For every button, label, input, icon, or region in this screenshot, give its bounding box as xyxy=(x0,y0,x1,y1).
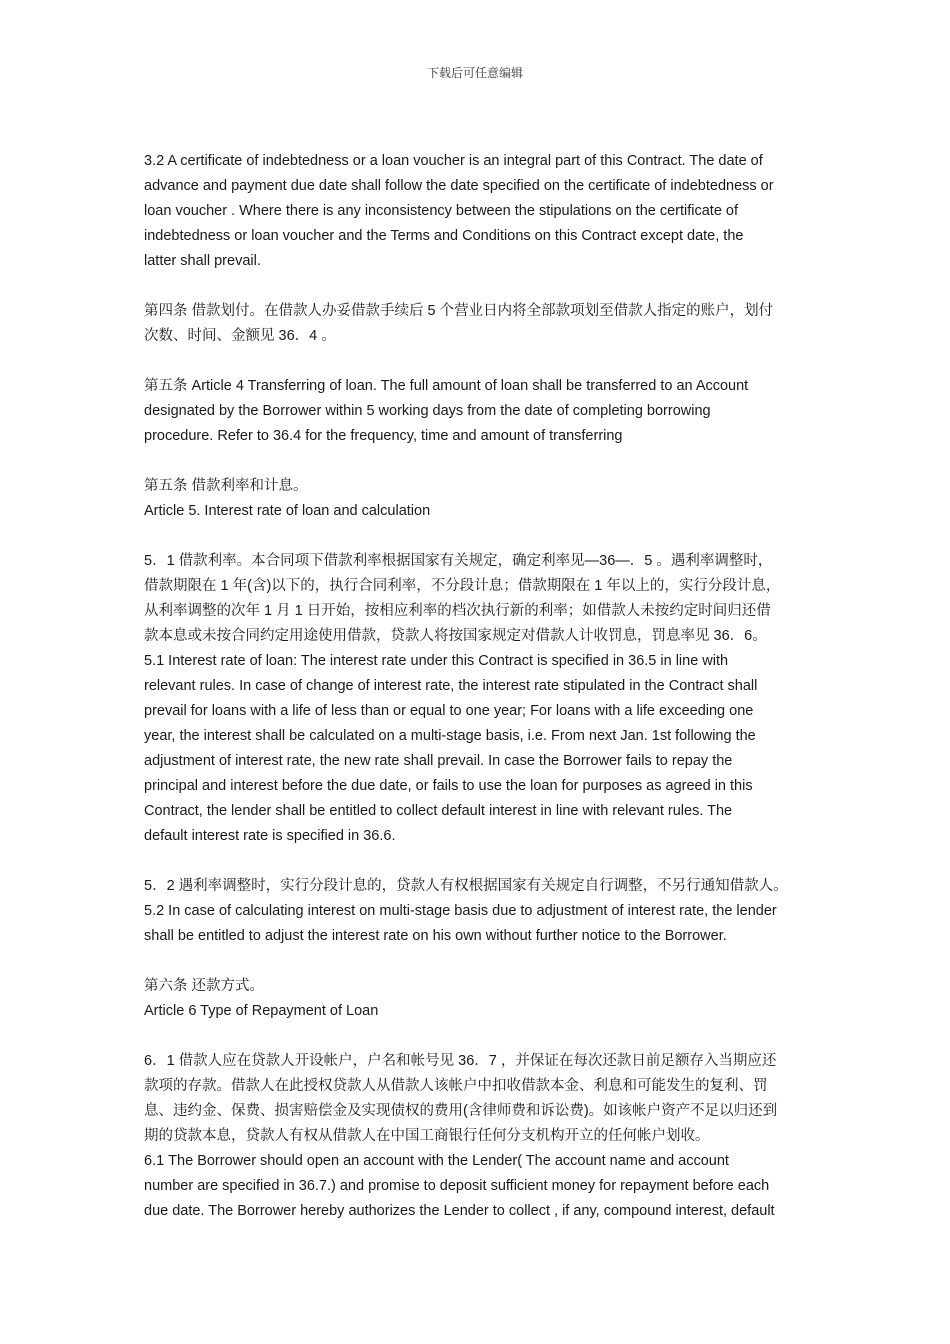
paragraph-6-1: 6．1 借款人应在贷款人开设帐户，户名和帐号见 36．7 ，并保证在每次还款日前足额存入当期应还 款项的存款。借款人在此授权贷款人从借款人该帐户中扣收借款本金、利息和可能发生的复利、罚 息、违约金、保费、损害赔偿金及实现债权的费用(含律师费和诉讼费)。如该帐户资产不足以归还到 期的贷款本息，贷款人有权从借款人在中国工商银行任何分支机构开立的任何帐户划收。 6.1 The Borrower should open an account with the Lender( The account name and account number are specified in 36.7.) and promise to deposit sufficient money for repayment before each due date. The Borrower hereby authorizes the Lender to collect , if any, compound interest, default xyxy=(144,1053,778,1219)
page-header: 下载后可任意编辑 xyxy=(426,66,523,80)
paragraph-5-2: 5．2 遇利率调整时，实行分段计息的，贷款人有权根据国家有关规定自行调整，不另行通知借款人。 5.2 In case of calculating interest on multi-stage basis due to adjustment of interest rate, the lender shall be entitled to adjust the interest rate on his own without further notice to the Borrower. xyxy=(144,878,788,944)
paragraph-3-2: 3.2 A certificate of indebtedness or a loan voucher is an integral part of this Contract. The date of advance and payment due date shall follow the date specified on the certificate of indebtedness or loan voucher . Where there is any inconsistency between the stipulations on the certificate of indebtedness or loan voucher and the Terms and Conditions on this Contract except date, the latter shall prevail. xyxy=(144,153,774,269)
paragraph-article-4-en: 第五条 Article 4 Transferring of loan. The full amount of loan shall be transferred to an Account designated by the Borrower within 5 working days from the date of completing borrowing procedure. Refer to 36.4 for the frequency, time and amount of transferring xyxy=(144,378,749,444)
heading-article-5: 第五条 借款利率和计息。 Article 5. Interest rate of loan and calculation xyxy=(144,478,431,519)
heading-article-6: 第六条 还款方式。 Article 6 Type of Repayment of Loan xyxy=(144,978,379,1019)
document-body xyxy=(144,149,810,1224)
paragraph-article-4-cn: 第四条 借款划付。在借款人办妥借款手续后 5 个营业日内将全部款项划至借款人指定的账户，划付 次数、时间、金额见 36．4 。 xyxy=(144,303,774,344)
paragraph-5-1: 5．1 借款利率。本合同项下借款利率根据国家有关规定，确定利率见—36—．5 。遇利率调整时， 借款期限在 1 年(含)以下的，执行合同利率，不分段计息；借款期限在 1 年以上的，实行分段计息， 从利率调整的次年 1 月 1 日开始，按相应利率的档次执行新的利率；如借款人未按约定时间归还借 款本息或未按合同约定用途使用借款，贷款人将按国家规定对借款人计收罚息，罚息率见 36．6。 5.1 Interest rate of loan: The interest rate under this Contract is specified in 36.5 in line with relevant rules. In case of change of interest rate, the interest rate stipulated in the Contract shall prevail for loans with a life of less than or equal to one year; For loans with a life exceeding one year, the interest shall be calculated on a multi-stage basis, i.e. From next Jan. 1st following the adjustment of interest rate, the new rate shall prevail. In case the Borrower fails to repay the principal and interest before the due date, or fails to use the loan for purposes as agreed in this Contract, the lender shall be entitled to collect default interest in line with relevant rules. The default interest rate is specified in 36.6. xyxy=(144,553,781,844)
